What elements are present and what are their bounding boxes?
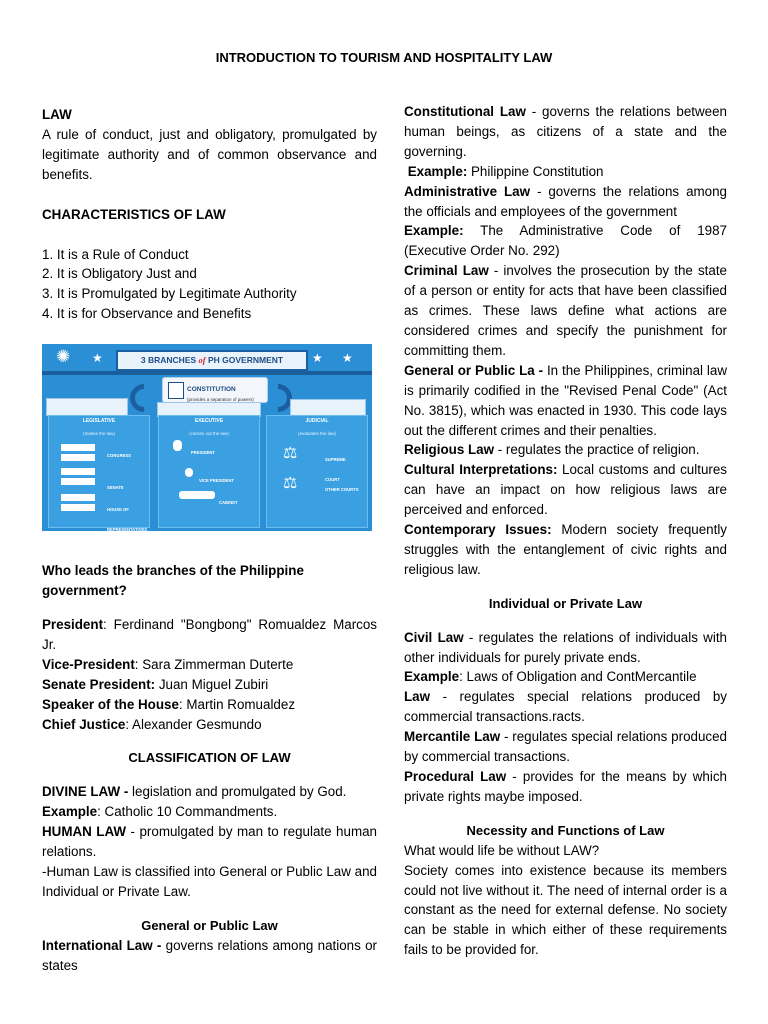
mercantile-law-text: - regulates special relations produced by commercial transactions. — [404, 729, 728, 765]
law-text: - regulates special relations produced by commercial transactions.racts. — [404, 689, 727, 725]
branches-infographic — [42, 344, 372, 531]
law-label: Law — [404, 689, 431, 705]
scales-icon: ⚖ — [283, 445, 298, 463]
administrative-law-label: Administrative Law — [404, 183, 531, 199]
star-icon: ★ — [342, 351, 353, 366]
mercantile-law-label: Mercantile Law — [404, 729, 501, 745]
necessity-heading: Necessity and Functions of Law — [466, 822, 665, 838]
example-label: Example — [404, 669, 460, 685]
congress-building-icon — [46, 398, 128, 416]
legislative-panel: LEGISLATIVE (makes the law) CONGRESS SENATE HOUSE OF REPRESENTATIVES — [48, 415, 150, 528]
civil-law-label: Civil Law — [404, 629, 464, 645]
judicial-panel: JUDICIAL (evaluates the law) ⚖ SUPREME COURT ⚖ OTHER COURTS — [266, 415, 368, 528]
procedural-law-label: Procedural Law — [404, 769, 507, 784]
left-column — [42, 105, 377, 975]
necessity-question: What would life be without LAW? — [404, 842, 600, 858]
constitutional-law-text: - governs the relations between human beings, as citizens of a state and the governing. — [404, 104, 728, 159]
law-heading: LAW — [42, 107, 72, 122]
religious-law-text: - regulates the practice of religion. — [494, 442, 700, 458]
example-label: Example — [42, 804, 98, 820]
document-title: INTRODUCTION TO TOURISM AND HOSPITALITY LAW — [215, 50, 553, 65]
star-icon: ★ — [92, 351, 103, 366]
example-text: : Catholic 10 Commandments. — [97, 804, 278, 820]
human-law-text: - promulgated by man to regulate human relations. — [42, 824, 377, 860]
classification-heading: CLASSIFICATION OF LAW — [128, 750, 291, 766]
divine-law-label: DIVINE LAW - — [42, 784, 129, 800]
divine-law-text: legislation and promulgated by God. — [128, 784, 347, 800]
general-public-law-text: In the Philippines, criminal law is primarily codified in the "Revised Penal Code" (Act No. 3815), which was enacted in 1930. This code lays out the different crimes and their penalties. — [404, 362, 727, 438]
sun-icon: ✺ — [56, 347, 71, 367]
human-law-label: HUMAN LAW — [42, 824, 127, 840]
characteristics-heading: CHARACTERISTICS OF LAW — [42, 206, 226, 222]
procedural-law-text: - provides for the means by which private rights maybe imposed. — [404, 769, 727, 804]
example-text: Philippine Constitution — [467, 163, 604, 179]
infographic-banner: 3 BRANCHES of PH GOVERNMENT — [116, 350, 308, 371]
leader-label: Chief Justice — [42, 716, 126, 732]
who-leads-question: Who leads the branches of the Philippine government? — [42, 563, 304, 599]
person-icon — [185, 468, 193, 477]
example-label: Example: — [407, 163, 468, 179]
person-icon — [173, 440, 182, 451]
leader-label: President — [42, 616, 104, 632]
private-law-heading: Individual or Private Law — [488, 595, 643, 611]
necessity-text: Society comes into existence because its members could not live without it. The need of internal order is a constant as the need for external defense. No society can be stable in which either of these requirements fails to be provided for. — [404, 862, 727, 958]
leader-label: Senate President: — [42, 676, 156, 692]
characteristic-item: 3. It is Promulgated by Legitimate Authority — [42, 286, 297, 302]
characteristic-item: 1. It is a Rule of Conduct — [42, 246, 189, 262]
general-public-law-label: General or Public La - — [404, 362, 544, 378]
civil-law-text: - regulates the relations of individuals with other individuals for purely private ends. — [404, 629, 727, 665]
star-icon: ★ — [312, 351, 323, 366]
constitution-box: CONSTITUTION (provides a separation of powers) — [162, 377, 268, 403]
administrative-law-text: - governs the relations among the officials and employees of the government — [404, 183, 728, 219]
religious-law-label: Religious Law — [404, 442, 495, 458]
human-law-note: -Human Law is classified into General or Public Law and Individual or Private Law. — [42, 863, 377, 899]
leader-label: Speaker of the House — [42, 696, 179, 712]
leader-value: : Alexander Gesmundo — [125, 716, 262, 732]
right-column — [404, 102, 727, 960]
characteristic-item: 4. It is for Observance and Benefits — [42, 306, 252, 322]
general-public-law-heading: General or Public Law — [141, 917, 278, 933]
example-text: : Laws of Obligation and ContMercantile — [459, 669, 697, 685]
constitutional-law-label: Constitutional Law — [404, 104, 526, 119]
cultural-interpretations-label: Cultural Interpretations: — [404, 462, 558, 478]
international-law-text: governs relations among nations or states — [42, 937, 377, 973]
characteristic-item: 2. It is Obligatory Just and — [42, 266, 197, 282]
leader-value: Juan Miguel Zubiri — [155, 676, 269, 692]
scales-icon: ⚖ — [283, 475, 298, 493]
leader-value: : Martin Romualdez — [178, 696, 296, 712]
executive-panel: EXECUTIVE (carries out the law) PRESIDENT VICE PRESIDENT CABINET — [158, 415, 260, 528]
criminal-law-label: Criminal Law — [404, 263, 489, 279]
document-icon — [168, 382, 184, 399]
international-law-label: International Law - — [42, 937, 162, 953]
leader-value: : Ferdinand "Bongbong" Romualdez Marcos Jr. — [42, 616, 377, 652]
leader-value: : Sara Zimmerman Duterte — [134, 656, 294, 672]
law-definition: A rule of conduct, just and obligatory, promulgated by legitimate authority and of common observance and benefits. — [42, 126, 377, 182]
example-text: The Administrative Code of 1987 (Executive Order No. 292) — [404, 223, 727, 259]
contemporary-issues-label: Contemporary Issues: — [404, 522, 552, 538]
criminal-law-text: - involves the prosecution by the state of a person or entity for acts that have been classified as crimes. These laws define what actions are considered crimes and specify the punishment for committing them. — [404, 263, 727, 358]
leader-label: Vice-President — [42, 656, 135, 672]
contemporary-issues-text: Modern society frequently struggles with the entanglement of civic rights and religious law. — [404, 522, 727, 577]
example-label: Example: — [404, 223, 464, 239]
people-icon — [179, 491, 215, 499]
cultural-interpretations-text: Local customs and cultures can have an impact on how religious laws are perceived and enforced. — [404, 462, 727, 518]
